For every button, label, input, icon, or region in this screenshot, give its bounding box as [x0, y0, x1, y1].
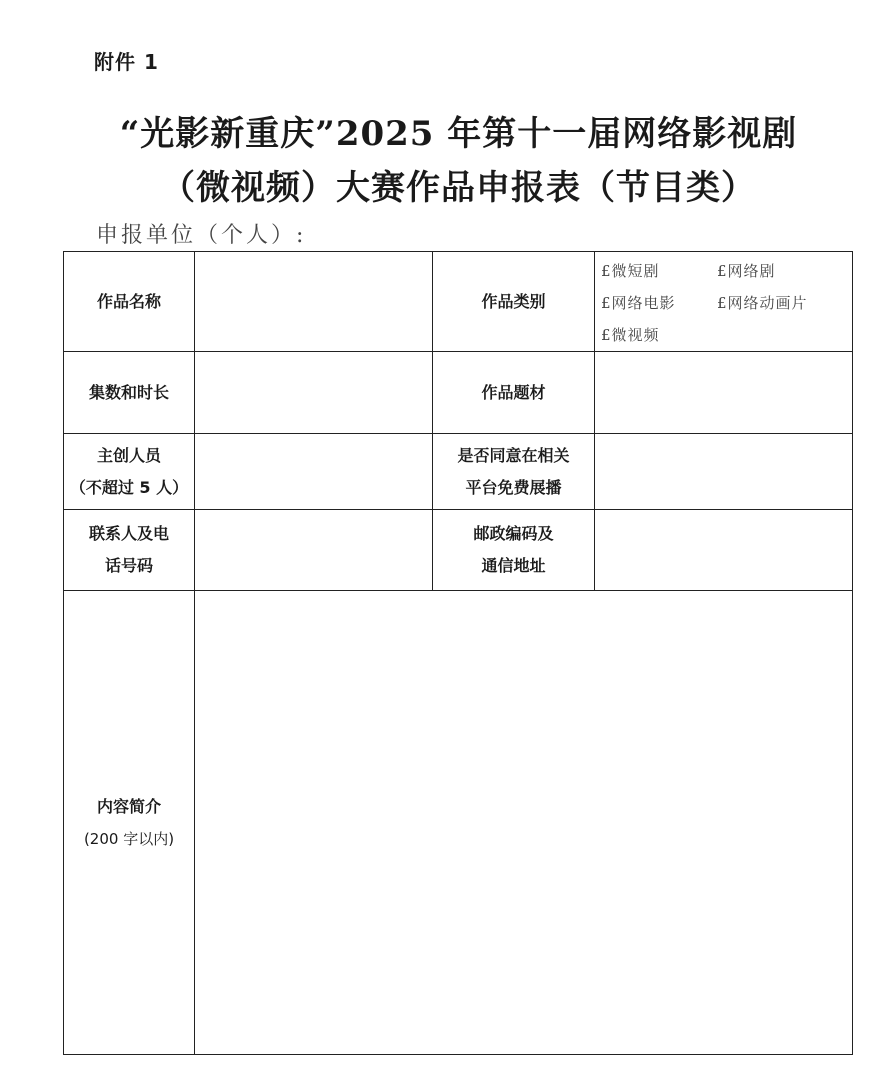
form-title-line1: “光影新重庆”2025 年第十一届网络影视剧 [119, 114, 798, 154]
attachment-label: 附件 1 [94, 50, 159, 74]
row-intro [64, 591, 853, 1055]
applicant-label: 申报单位（个人）: [96, 223, 307, 248]
contact-field[interactable] [195, 510, 433, 591]
contact-label-line1: 联系人及电 [88, 524, 169, 543]
row-contact [64, 510, 853, 591]
row-episodes [64, 352, 853, 434]
category-option-web-series[interactable]: £网络剧 [717, 262, 776, 280]
creators-label-cell [64, 434, 195, 510]
free-broadcast-field[interactable] [595, 434, 853, 510]
work-theme-label: 作品题材 [433, 352, 595, 434]
work-name-label: 作品名称 [64, 252, 195, 352]
category-option-micro-short-drama[interactable]: £微短剧 [601, 262, 660, 280]
creators-field[interactable] [195, 434, 433, 510]
episodes-duration-label: 集数和时长 [64, 352, 195, 434]
work-name-field[interactable] [195, 252, 433, 352]
row-creators [64, 434, 853, 510]
postal-field[interactable] [595, 510, 853, 591]
intro-note: (200 字以内) [83, 829, 175, 848]
intro-field[interactable] [195, 591, 853, 1055]
postal-label-cell [433, 510, 595, 591]
creators-label: 主创人员 [96, 445, 161, 465]
row-work-name [64, 252, 853, 352]
postal-label-line2: 通信地址 [481, 556, 546, 575]
episodes-duration-field[interactable] [195, 352, 433, 434]
free-broadcast-label-cell [433, 434, 595, 510]
work-category-label: 作品类别 [433, 252, 595, 352]
contact-label-cell [64, 510, 195, 591]
creators-note: （不超过 5 人） [69, 477, 189, 497]
intro-label-cell [64, 591, 195, 1055]
free-broadcast-label-line2: 平台免费展播 [465, 477, 562, 497]
work-theme-field[interactable] [595, 352, 853, 434]
intro-label: 内容简介 [96, 796, 161, 816]
application-form-table [63, 251, 853, 1055]
category-option-micro-video[interactable]: £微视频 [601, 326, 660, 344]
contact-label-line2: 话号码 [104, 556, 153, 575]
work-category-options [595, 252, 853, 352]
free-broadcast-label-line1: 是否同意在相关 [457, 445, 570, 465]
category-option-web-film[interactable]: £网络电影 [601, 294, 676, 312]
form-title-line2: （微视频）大赛作品申报表（节目类） [161, 168, 756, 208]
category-option-web-animation[interactable]: £网络动画片 [717, 294, 808, 312]
postal-label-line1: 邮政编码及 [473, 524, 554, 543]
